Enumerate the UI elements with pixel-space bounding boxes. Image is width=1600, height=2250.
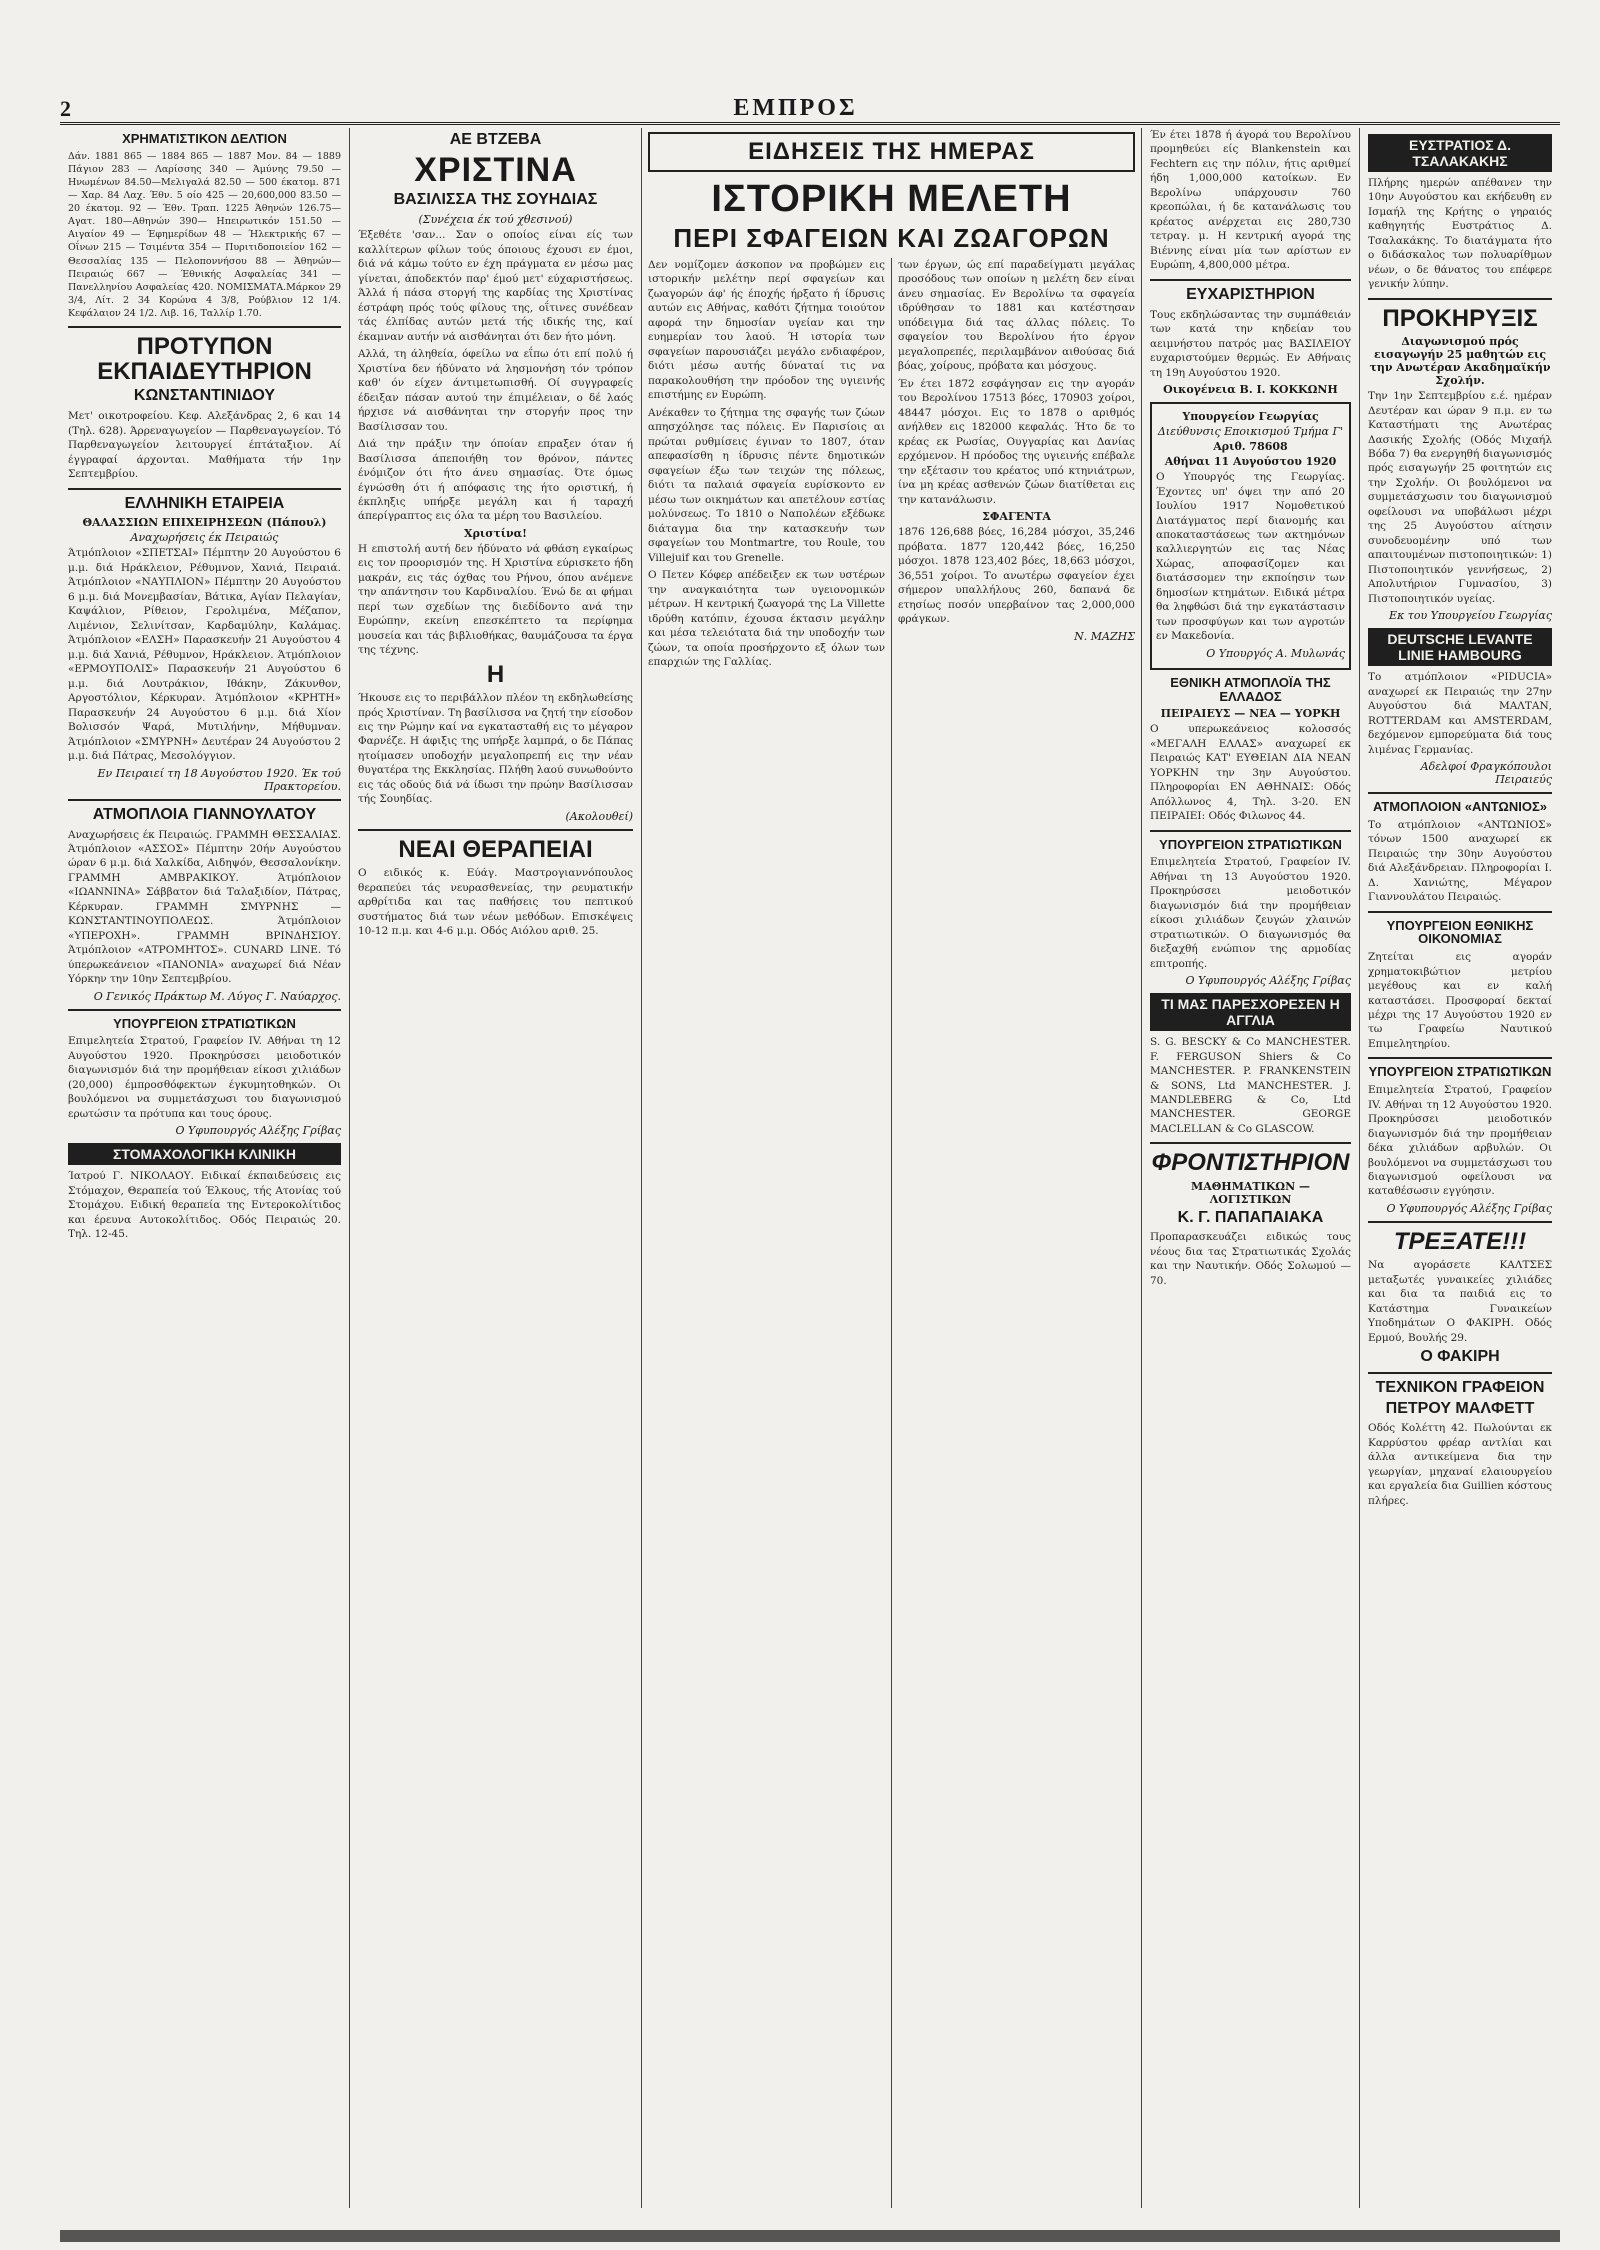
- article-paragraph: Έν έτει 1872 εσφάγησαν εις την αγοράν του Βερολίνου 17513 βόες, 170903 χοίροι, 48447 μόσχοι. Εις το 1878 ο αριθμός ανήλθεν εις 182000 κεφαλάς. Ήτο δε το κρέας εκ Ρωσίας, Ουγγαρίας και Δανίας ερχόμενον. Η πρόοδος της υγιεινής επέβαλε την εξέτασιν του κρέατος υπό κτηνιάτρων, ίνα μη κρέας ασθενών ζώων διατίθεται εις την κατανάλωσιν.: [898, 377, 1135, 506]
- columns: [60, 128, 1560, 2208]
- levante-text: Το ατμόπλοιον «PIDUCIA» αναχωρεί εκ Πειραιώς την 27ην Αυγούστου διά ΜΑΛΤΑΝ, ROTTERDAM και AMSTERDAM, δεχόμενον εμπορεύματα διά τους λιμένας Γερμανίας.: [1368, 671, 1552, 756]
- war-signature: Ο Υφυπουργός Αλέξης Γρίβας: [1185, 974, 1351, 988]
- thanks-signature: Οικογένεια Β. Ι. ΚΟΚΚΩΝΗ: [1163, 383, 1338, 397]
- levante-title: DEUTSCHE LEVANTE LINIE HAMBOURG: [1368, 628, 1552, 666]
- therapy-ad-text: Ο ειδικός κ. Εύάγ. Μαστρογιαννόπουλος θεραπεύει τάς νευρασθενείας, την ρευματικήν αρθρίτιδα και τας παθήσεις του πεπτικού συστήματος διά των νέων μεθόδων. Επισκέψεις 10-12 π.μ. και 4-6 μ.μ. Οδός Αιόλου αριθ. 25.: [358, 867, 633, 938]
- school-title: ΠΡΟΤΥΠΟΝ ΕΚΠΑΙΔΕΥΤΗΡΙΟΝ: [97, 333, 312, 386]
- finance-text: Ζητείται εις αγοράν χρηματοκιβώτιον μετρίου μεγέθους και εν καλή καταστάσει. Προσφοραί δεκταί μέχρι της 17 Αυγούστου 1920 εν τω Γραφείω Ναυτικού Επιμελητηρίου.: [1368, 951, 1552, 1050]
- scan-edge-strip: [60, 2230, 1560, 2242]
- announcement-text: Την 1ην Σεπτεμβρίου ε.έ. ημέραν Δευτέραν και ώραν 9 π.μ. εν τω Καταστήματι της Ανωτέρας Δασικής Σχολής (Οδός Μιχαήλ Βόδα 7) θα ενεργηθή διαγωνισμός πρός εισαγωγήν 25 φοιτητών εις την Σχολήν. Οι βουλόμενοι να συμμετάσχωσιν του διαγωνισμού οφείλουσι να υποβάλωσι μέχρι της 25 Αυγούστου αίτησιν συνοδευομένην υπό των απαιτουμένων πιστοποιητικών: 1) Πιστοποιητικόν γεννήσεως, 2) Απολυτήριον Γυμνασίου, 3) Πιστοποιητικόν υγείας.: [1368, 390, 1552, 605]
- article-subcolumn-left: [642, 258, 892, 2208]
- serial-paragraph: Η επιστολή αυτή δεν ήδύνατο νά φθάση εγκαίρως εις τον προορισμόν της. Η Χριστίνα εύρισκετο ήδη μακράν, εις τάς όχθας του Ρήνου, όπου ανέμενε την απάντησιν του Καρδιναλίου. Ένώ δε αι φήμαι περί των σχεδίων της διεδίδοντο ανά την Ευρώπην, εκείνη επεσκέπτετο τα περίφημα μουσεία και τάς βιβλιοθήκας, θαυμάζουσα τα έργα της τέχνης.: [358, 542, 633, 657]
- tutor-title: ΦΡΟΝΤΙΣΤΗΡΙΟΝ: [1151, 1149, 1350, 1177]
- antonios-text: Το ατμόπλοιον «ΑΝΤΩΝΙΟΣ» τόνων 1500 αναχωρεί εκ Πειραιώς την 30ην Αυγούστου διά Αλεξάνδρειαν. Πληροφορίαι Ι. Δ. Χανιώτης, Μέγαρον Γιαννουλάτου Πειραιώς.: [1368, 818, 1552, 904]
- atm-text: Αναχωρήσεις έκ Πειραιώς. ΓΡΑΜΜΗ ΘΕΣΣΑΛΙΑΣ. Άτμόπλοιον «ΑΣΣΟΣ» Πέμπτην 20ήν Αυγούστου ώραν 6 μ.μ. διά Χαλκίδα, Αιδηψόν, Θεσσαλονίκην. ΓΡΑΜΜΗ ΑΜΒΡΑΚΙΚΟΥ. Άτμόπλοιον «ΙΩΑΝΝΙΝΑ» Σάββατον διά Ταλαξιδίον, Πάτρας, Κέρκυραν. ΓΡΑΜΜΗ ΣΜΥΡΝΗΣ — ΚΩΝΣΤΑΝΤΙΝΟΥΠΟΛΕΩΣ. Άτμόπλοιον «ΥΠΕΡΟΧΗ». ΓΡΑΜΜΗ ΒΡΙΝΔΗΣΙΟΥ. Άτμόπλοιον «ΑΤΡΟΜΗΤΟΣ». CUNARD LINE. Τό ύπερωκεάνειον «ΠΑΝΟΝΙΑ» αναχωρεί διά Νέαν Υόρκην την 10ην Σεπτεμβρίου.: [68, 828, 341, 986]
- obituary-text: Πλήρης ημερών απέθανεν την 10ην Αυγούστου και εκήδευθη εν Ισμαήλ της Κρήτης ο γηραιός καθηγητής Ευστράτιος Δ. Τσαλακάκης. Το διατάγματα ήτο ο διδάσκαλος των πολυαρίθμων νέων, ο δε θάνατος του επέφερε γενικήν λύπην.: [1368, 177, 1552, 291]
- clinic-text: Ίατρού Γ. ΝΙΚΟΛΑΟΥ. Ειδικαί έκπαιδεύσεις εις Στόμαχον, Θεραπεία τού Έλκους, τής Ατονίας τού Στομάχου. Ειδική θεραπεία της Εντεροκολίτιδος και έρευνα Αυτοκολίτιδος. Οδός Πειραιώς 20. Τηλ. 12-45.: [68, 1170, 341, 1241]
- serial-section-heading: Χριστίνα!: [464, 526, 527, 540]
- ministry-signature: Ο Υπουργός Α. Μυλωνάς: [1206, 646, 1345, 660]
- tutor-subtitle: ΜΑΘΗΜΑΤΙΚΩΝ — ΛΟΓΙΣΤΙΚΩΝ: [1191, 1179, 1310, 1206]
- run-text: Να αγοράσετε ΚΑΛΤΣΕΣ μεταξωτές γυναικείες χιλιάδες και δια τα παιδιά εις το Κατάστημα Γυναικείων Υποδημάτων Ο ΦΑΚΙΡΗ. Οδός Ερμού, Βουλής 29.: [1368, 1259, 1552, 1344]
- article-subcolumns: [642, 258, 1141, 2208]
- war5-text: Επιμελητεία Στρατού, Γραφείον IV. Αθήναι τη 12 Αυγούστου 1920. Προκηρύσσει μειοδοτικόν διαγωνισμόν διά την προμήθειαν δέκα χιλιάδων αρβυλών. Οι βουλόμενοι να συμμετάσχωσι του διαγωνισμού οφείλουσι να καταθέσωσιν εγγύησιν.: [1368, 1084, 1552, 1198]
- atm-title: ΑΤΜΟΠΛΟΙΑ ΓΙΑΝΝΟΥΛΑΤΟΥ: [92, 805, 317, 823]
- divider: [1150, 830, 1351, 832]
- tech-text: Οδός Κολέττη 42. Πωλούνται εκ Καρρύστου φρέαρ αντλίαι και άλλα αντικείμενα δια την γεωργίαν, μηχαναί ελαιουργείου και εργαλεία δια Guillien κόστους πλήρες.: [1368, 1422, 1552, 1507]
- steam-title: ΕΘΝΙΚΗ ΑΤΜΟΠΛΟΪΑ ΤΗΣ ΕΛΛΑΔΟΣ: [1170, 674, 1331, 704]
- steam-route: ΠΕΙΡΑΙΕΥΣ — ΝΕΑ — ΥΟΡΚΗ: [1160, 707, 1341, 721]
- tech-title: ΤΕΧΝΙΚΟΝ ΓΡΑΦΕΙΟΝ: [1375, 1378, 1545, 1396]
- england-text: S. G. BESCKY & Co MANCHESTER. F. FERGUSON Shiers & Co MANCHESTER. P. FRANKENSTEIN & SONS, Ltd MANCHESTER. J. MANDLEBERG & Co, Ltd MANCHESTER. GEORGE MACLELLAN & Co GLASCOW.: [1150, 1036, 1351, 1135]
- article-subheading: ΣΦΑΓΕΝΤΑ: [982, 510, 1051, 524]
- column-5: [1360, 128, 1560, 2208]
- market-text: Δάν. 1881 865 — 1884 865 — 1887 Μον. 84 — 1889 Πάγιον 283 — Λαρίσσης 340 — Άμύνης 79.50 — Ηνωμένων 84.50—Μελιγαλά 82.50 — 500 έκατομ. 871 — Χαρ. 84 Λαχ. Έθν. 5 οίο 425 — 20,600,000 83.50 — 20 έκατομ. 92 — Έθν. Τραπ. 1225 Άθηνών 126.75—Αγατ. 180—Αθηνών 390— Ηπειρωτικόν 151.50 — Αιγαίον 49 — Έφημερίδων 48 — Ήλεκτρικής 67 — Οΐνων 215 — Τσιμέντα 354 — Πυριτιδοποιείον 162 — Θεσσαλίας 135 — Πελοποννήσου 88 — Άθηνών—Πειραιώς 667 — Έθνικής Ασφαλείας 341 — Πανελληνίου Ασφαλείας 420. ΝΟΜΙΣΜΑΤΑ.Μάρκον 29 3/4, Λίτ. 2 34 Κορώνα 4 3/8, Ρούβλιον 12 1/4. Κεφάλαιον 24 1/2. Λιβ. 16, Ταλλίρ 1.70.: [68, 150, 341, 319]
- thanks-title: ΕΥΧΑΡΙΣΤΗΡΙΟΝ: [1186, 285, 1315, 303]
- serial-continued: (Συνέχεια έκ τού χθεσινού): [418, 213, 573, 227]
- column-3: [642, 128, 1142, 2208]
- divider: [1368, 1221, 1552, 1223]
- masthead: [60, 92, 1560, 125]
- mil-text: Επιμελητεία Στρατού, Γραφείον IV. Αθήναι τη 12 Αυγούστου 1920. Προκηρύσσει μειοδοτικόν διαγωνισμόν διά την προμήθειαν είκοσι χιλιάδων (20,000) έμπροσθόφεκτων έγκυμητοθηκών. Οι βουλόμενοι να συμμετάσχωσι του διαγωνισμού ερωτώσιν τα πρότυπα και τους όρους.: [68, 1035, 341, 1120]
- clinic-title: ΣΤΟΜΑΧΟΛΟΓΙΚΗ ΚΛΙΝΙΚΗ: [68, 1143, 341, 1165]
- divider: [1150, 1142, 1351, 1144]
- shipping-subtitle: ΘΑΛΑΣΣΙΩΝ ΕΠΙΧΕΙΡΗΣΕΩΝ (Πάπουλ): [82, 516, 327, 530]
- article-paragraph: 1876 126,688 βόες, 16,284 μόσχοι, 35,246 πρόβατα. 1877 120,442 βόες, 16,250 μόσχοι. 1878 123,402 βόες, 18,663 μόσχοι, 36,551 χοίροι. Το ανωτέρω σφαγείον έχει σήμερον υπαλλήλους 260, δαπανά δε ετησίως ποσόν υπερβαίνον τας 2,000,000 φράγκων.: [898, 526, 1135, 626]
- divider: [68, 1009, 341, 1011]
- tutor-text: Προπαρασκευάζει ειδικώς τους νέους δια τας Στρατιωτικάς Σχολάς και την Ναυτικήν. Οδός Σολωμού — 70.: [1150, 1231, 1351, 1287]
- school-subtitle: ΚΩΝΣΤΑΝΤΙΝΙΔΟΥ: [133, 387, 276, 405]
- serial-section-heading: Η: [486, 660, 505, 688]
- serial-paragraph: Αλλά, τη άληθεία, όφείλω να εΐπω ότι επί πολύ ή Χριστίνα δεν ήδύνατο νά λησμονήση τόν τρόπον καθ' όν είχεν άντιμετωπισθή. Οί συγγραφείς έδειξαν πάσαν αυτού την έπιμέλειαν, ο δέ λαός ήρχισε νά αισθάνηται την στοργήν προς την Βασίλισσαν του.: [358, 348, 633, 433]
- column-4: [1142, 128, 1360, 2208]
- run-title: ΤΡΕΞΑΤΕ!!!: [1393, 1227, 1527, 1255]
- article-continuation: Έν έτει 1878 ή άγορά του Βερολίνου προμηθεύει είς Blankenstein και Fechtern εις την πόλιν, ήτις αριθμεί ήδη 1,000,000 κατοίκων. Εν Βερολίνω υπάρχουσιν 760 κρεοπώλαι, ή δε κατανάλωσις του κρέατος ανέρχεται εις 280,730 τετραγ. μ. Η κεντρική αγορά της Βιέννης είναι μία των αρίστων εν Ευρώπη, 4,800,000 μέτρα.: [1150, 129, 1351, 272]
- announcement-signature: Εκ του Υπουργείου Γεωργίας: [1389, 609, 1552, 623]
- ministry-text: Ο Υπουργός της Γεωργίας. Έχοντες υπ' όψει την από 20 Ιουλίου 1917 Νομοθετικού Διατάγματος περί διανομής και αποκαταστάσεως των ακτημόνων καλλιεργητών εις τας Νέας Χώρας, αποφασίζομεν και διατάσσομεν την εκποίησιν των δημοσίων κτημάτων. Ειδικά μέτρα θα ληφθώσι διά την εγκατάστασιν των προσφύγων και των αγροτών εν Μακεδονία.: [1156, 471, 1345, 643]
- article-subtitle: ΠΕΡΙ ΣΦΑΓΕΙΩΝ ΚΑΙ ΖΩΑΓΟΡΩΝ: [673, 223, 1110, 253]
- divider: [1368, 1372, 1552, 1374]
- divider: [358, 829, 633, 831]
- thanks-text: Τους εκδηλώσαντας την συμπάθειάν των κατά την κηδείαν του αειμνήστου πατρός μας ΒΑΣΙΛΕΙΟΥ ευχαριστούμεν θερμώς. Εν Αθήναις τη 19η Αυγούστου 1920.: [1150, 308, 1351, 379]
- divider: [1368, 792, 1552, 794]
- divider: [68, 326, 341, 328]
- article-title: ΙΣΤΟΡΙΚΗ ΜΕΛΕΤΗ: [711, 178, 1072, 220]
- divider: [1368, 1057, 1552, 1059]
- article-paragraph: Ο Πετεν Κόφερ απέδειξεν εκ των υστέρων την αναγκαιότητα των υγειονομικών μέτρων. Η κεντρική ζωαγορά της La Villette ιδρύθη κατόπιν, έχουσα έκτασιν μεγάλην και μέσα τελειότατα διά την υποδοχήν των ζώων, τα οποία προσήρχοντο εξ όλων των επαρχιών της Γαλλίας.: [648, 569, 885, 669]
- war-text: Επιμελητεία Στρατού, Γραφείον IV. Αθήναι τη 13 Αυγούστου 1920. Προκηρύσσει μειοδοτικόν διαγωνισμόν διά την προμήθειαν είκοσι χιλιάδων ζευγών χλαινών στρατιωτικών. Ο διαγωνισμός θα διεξαχθή ενώπιον της αρμοδίας επιτροπής.: [1150, 856, 1351, 970]
- article-paragraph: των έργων, ώς επί παραδείγματι μεγάλας προσόδους των οποίων η μελέτη δεν είναι άνευ σημασίας. Εν Βερολίνω τα σφαγεία ιδρύθησαν το 1881 και κατέστησαν υπόδειγμα διά τας άλλας πόλεις. Το σφαγείον του Βερολίνου ήτο έργον μεγαλοπρεπές, περιλαμβάνον αιθούσας διά βόας, χοίρους, πρόβατα και μόσχους.: [898, 259, 1135, 373]
- school-text: Μετ' οικοτροφείου. Κεφ. Αλεξάνδρας 2, 6 και 14 (Τηλ. 628). Άρρεναγωγείον — Παρθεναγωγείον. Τό Παρθεναγωγείον λειτουργεί έπτάταξιον. Αί έγγραφαί άρχονται. Μαθήματα τήν 1ην Σεπτεμβρίου.: [68, 410, 341, 481]
- divider: [68, 488, 341, 490]
- therapy-ad-title: ΝΕΑΙ ΘΕΡΑΠΕΙΑΙ: [398, 835, 593, 863]
- shipping-note: Εν Πειραιεί τη 18 Αυγούστου 1920. Έκ τού Πρακτορείου.: [97, 766, 341, 793]
- divider: [1368, 911, 1552, 913]
- paper-name: ΕΜΠΡΟΣ: [733, 95, 858, 121]
- england-title: ΤΙ ΜΑΣ ΠΑΡΕΣΧΟΡΕΣΕΝ Η ΑΓΓΛΙΑ: [1150, 993, 1351, 1031]
- shipping-sub2: Αναχωρήσεις έκ Πειραιώς: [130, 531, 279, 545]
- ministry-notice: [1150, 402, 1351, 670]
- market-title: ΧΡΗΜΑΤΙΣΤΙΚΟΝ ΔΕΛΤΙΟΝ: [122, 131, 287, 146]
- article-signature: Ν. ΜΑΖΗΣ: [1074, 629, 1135, 643]
- tech-name: ΠΕΤΡΟΥ ΜΑΛΦΕΤΤ: [1385, 1399, 1535, 1417]
- run-name: Ο ΦΑΚΙΡΗ: [1420, 1348, 1500, 1366]
- levante-signature: Αδελφοί Φραγκόπουλοι Πειραιεύς: [1420, 760, 1552, 787]
- divider: [1368, 298, 1552, 300]
- article-paragraph: Δεν νομίζομεν άσκοπον να προβώμεν εις ιστορικήν μελέτην περί σφαγείων και ζωαγορών άφ' ής έποχής ήρξατο ή ίδρυσις αυτών εις Αθήνας, καθότι ζήτημα τοιούτον αφορά την δημοσίαν υγείαν και την ευημερίαν του λαού. Ή ιστορία των σφαγείων παρουσιάζει μεγάλο ενδιαφέρον, διότι μέσω αυτής δύναταί τις να παρακολουθήση την πρόοδον της υγιεινής επιστήμης εν Ευρώπη.: [648, 259, 885, 402]
- ministry-subtitle: Διεύθυνσις Εποικισμού Τμήμα Γ': [1157, 425, 1344, 439]
- obituary-title: ΕΥΣΤΡΑΤΙΟΣ Δ. ΤΣΑΛΑΚΑΚΗΣ: [1368, 134, 1552, 172]
- war5-title: ΥΠΟΥΡΓΕΙΟΝ ΣΤΡΑΤΙΩΤΙΚΩΝ: [1368, 1064, 1552, 1080]
- war-title: ΥΠΟΥΡΓΕΙΟΝ ΣΤΡΑΤΙΩΤΙΚΩΝ: [1159, 836, 1342, 852]
- ministry-date: Αθήναι 11 Αυγούστου 1920: [1164, 455, 1337, 469]
- column-1: [60, 128, 350, 2208]
- article-paragraph: Ανέκαθεν το ζήτημα της σφαγής των ζώων απησχόλησε τας πόλεις. Εν Παρισίοις αι πρώται ρυθμίσεις έγιναν το 1807, όταν απεφασίσθη η ίδρυσις πέντε δημοτικών σφαγείων έξω των τειχών της πόλεως, διότι τα παλαιά σφαγεία ευρίσκοντο εν μέσω των οικημάτων και απετέλουν εστίας μολύνσεως. Το 1810 ο Ναπολέων εξέδωκε διάταγμα δια την κατασκευήν των σφαγείων του Montmartre, του Roule, του Villejuif και του Grenelle.: [648, 406, 885, 564]
- divider: [1150, 279, 1351, 281]
- steam-text: Ο υπερωκεάνειος κολοσσός «ΜΕΓΑΛΗ ΕΛΛΑΣ» αναχωρεί εκ Πειραιώς ΚΑΤ' ΕΥΘΕΙΑΝ ΔΙΑ ΝΕΑΝ ΥΟΡΚΗΝ την 3ην Αυγούστου. Πληροφορίαι ΕΝ ΑΘΗΝΑΙΣ: Οδός Απόλλωνος 4, Τηλ. 3-20. ΕΝ ΠΕΙΡΑΙΕΙ: Οδός Φιλωνος 44.: [1150, 723, 1351, 823]
- atm-note: Ο Γενικός Πράκτωρ Μ. Λύγος Γ. Ναύαρχος.: [93, 989, 341, 1003]
- serial-subtitle: ΒΑΣΙΛΙΣΣΑ ΤΗΣ ΣΟΥΗΔΙΑΣ: [393, 191, 598, 209]
- serial-title: ΧΡΙΣΤΙΝΑ: [414, 150, 577, 189]
- announcement-title: ΠΡΟΚΗΡΥΞΙΣ: [1382, 304, 1538, 332]
- mil-title: ΥΠΟΥΡΓΕΙΟΝ ΣΤΡΑΤΙΩΤΙΚΩΝ: [113, 1015, 296, 1031]
- antonios-title: ΑΤΜΟΠΛΟΙΟΝ «ΑΝΤΩΝΙΟΣ»: [1372, 799, 1547, 815]
- war5-signature: Ο Υφυπουργός Αλέξης Γρίβας: [1386, 1201, 1552, 1215]
- news-banner: ΕΙΔΗΣΕΙΣ ΤΗΣ ΗΜΕΡΑΣ: [648, 132, 1135, 172]
- shipping-title: ΕΛΛΗΝΙΚΗ ΕΤΑΙΡΕΙΑ: [124, 494, 285, 512]
- tutor-name: Κ. Γ. ΠΑΠΑΠΑΙΑΚΑ: [1177, 1208, 1324, 1226]
- ministry-title: Υπουργείον Γεωργίας: [1182, 410, 1319, 424]
- serial-paragraph: Έξεθέτε 'σαν... Σαν ο οποίος είναι είς των καλλίτερων φίλων τούς όποιους έχουσι εν έμοι, διά νά κάμω τούτο εν έχη πράγματα εν μέσω μας γίνεται, άποδεκτόν παρ' έμού μετ' εύχαριστήσεως. Άλλά ή πάσα στοργή της καρδίας της Χριστίνας έστράφη πρός τούς φίλους της, οΐτινες συνέδεαν τάς έλπίδας αυτών μετά τής ιδικής της, καί έκαμναν αυτήν νά αισθάνηται ότι δεν ήτο μόνη.: [358, 229, 633, 343]
- article-subcolumn-right: [892, 258, 1141, 2208]
- page-number: 2: [60, 96, 71, 121]
- shipping-text: Άτμόπλοιον «ΣΠΕΤΣΑΙ» Πέμπτην 20 Αυγούστου 6 μ.μ. διά Ηράκλειον, Ρέθυμνον, Χανιά, Πειραιά. Άτμόπλοιον «ΝΑΥΠΛΙΟΝ» Πέμπτην 20 Αυγούστου 6 μ.μ. διά Μονεμβασίαν, Βάτικα, Αγίαν Πελαγίαν, Καψάλιον, Ρίθειον, Γερολιμένα, Μέζαπον, Λιμένιον, Σελινίτσαν, Καρδαμύλην, Καλάμας. Άτμόπλοιον «ΕΛΣΗ» Παρασκευήν 21 Αυγούστου 4 μ.μ. διά Χανιά, Ρέθυμνον, Ηράκλειον. Άτμόπλοιον «ΕΡΜΟΥΠΟΛΙΣ» Παρασκευήν 21 Αυγούστου 6 μ.μ. διά Λουτράκιον, Ιθάκην, Ζάκυνθον, Αργοστόλιον, Κέρκυραν. Άτμόπλοιον «ΚΡΗΤΗ» Παρασκευήν 24 Αυγούστου 6 μ.μ. διά Χίον Βολισσόν Ψαρά, Μυτιλήνην, Μήθυμναν. Άτμόπλοιον «ΣΜΥΡΝΗ» Δευτέραν 24 Αυγούστου 2 μ.μ. διά Πάτρας, Μεσολόγγιον.: [68, 547, 341, 763]
- serial-paragraph: Διά την πράξιν την όποίαν επραξεν όταν ή Βασίλισσα άπεποιήθη τον θρόνον, πάντες ένόμιζον ότι ήτο άνευ σημασίας. Ότε όμως έγνώσθη ότι ή απόφασις της ήτο οριστική, ή έκπληξις υπήρξε μεγάλη και ή ταραχή άπερίγραπτος εις όλα τα μέρη του Βασιλείου.: [358, 438, 633, 523]
- serial-author: ΑΕ ΒΤΖΕΒΑ: [449, 131, 542, 148]
- serial-paragraph: Ήκουσε εις το περιβάλλον πλέον τη εκδηλωθείσης πρός Χριστίναν. Τη βασίλισσα να ζητή την είσοδον εις την Ρώμην καί να εγκατασταθή εις το μέγαρον Φαρνέζε. Η άφιξις της υπήρξε λαμπρά, ο δε Πάπας ητοίμασεν υποδοχήν μεγαλοπρεπή εις την νέαν θυγατέρα της Εκκλησίας. Πλήθη λαού συνωθούντο εις τάς οδούς διά νά ίδωσι την πρώην Βασίλισσαν τής Σουηδίας.: [358, 692, 633, 806]
- divider: [68, 799, 341, 801]
- announcement-subtitle: Διαγωνισμού πρός εισαγωγήν 25 μαθητών εις την Ανωτέραν Ακαδημαϊκήν Σχολήν.: [1369, 335, 1551, 388]
- serial-closing: (Ακολουθεί): [565, 809, 633, 823]
- finance-title: ΥΠΟΥΡΓΕΙΟΝ ΕΘΝΙΚΗΣ ΟΙΚΟΝΟΜΙΑΣ: [1386, 917, 1534, 947]
- ministry-number: Αριθ. 78608: [1213, 440, 1288, 454]
- column-2: [350, 128, 642, 2208]
- mil-sign: Ο Υφυπουργός Αλέξης Γρίβας: [175, 1124, 341, 1138]
